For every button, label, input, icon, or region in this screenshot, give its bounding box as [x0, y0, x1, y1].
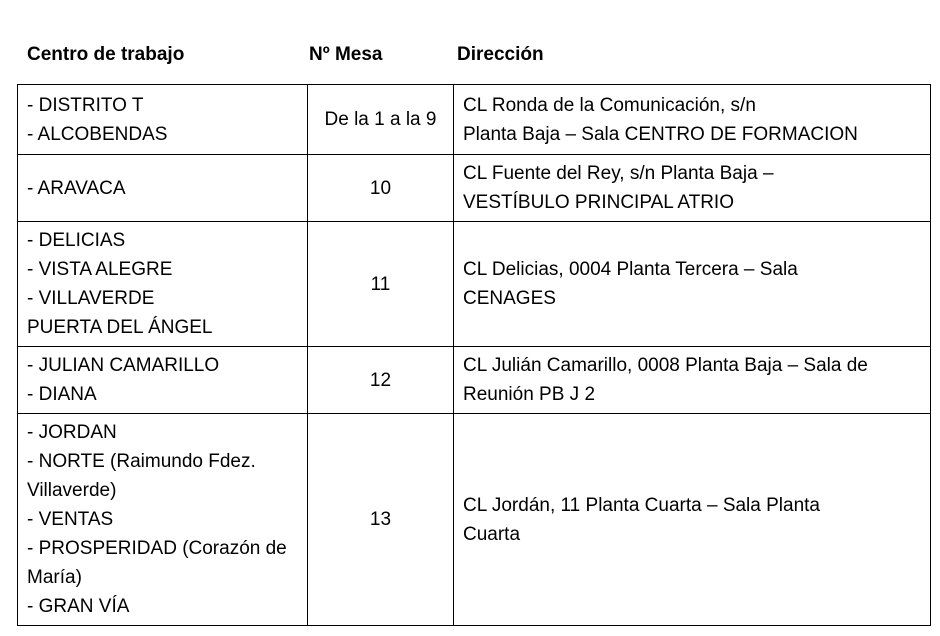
direccion-line: CL Ronda de la Comunicación, s/n: [463, 94, 756, 116]
centro-cell: [18, 347, 308, 414]
table-row: [18, 414, 931, 626]
centro-item: - JORDAN: [27, 422, 117, 443]
direccion-line: Reunión PB J 2: [463, 384, 596, 405]
centro-cell: [18, 155, 308, 222]
centro-cell: [18, 414, 308, 626]
centro-item: - NORTE (Raimundo Fdez. Villaverde): [27, 451, 256, 501]
direccion-line: CENAGES: [463, 288, 556, 309]
direccion-line: CL Delicias, 0004 Planta Tercera – Sala: [463, 259, 798, 280]
centro-item: - DISTRITO T: [27, 94, 144, 116]
centro-cell: [18, 85, 308, 155]
direccion-line: CL Jordán, 11 Planta Cuarta – Sala Planta: [463, 494, 821, 516]
direccion-line: CL Fuente del Rey, s/n Planta Baja –: [463, 163, 774, 184]
mesas-table: [17, 84, 931, 626]
table-row: [18, 222, 931, 347]
direccion-cell: [454, 155, 931, 222]
header-numero-mesa: Nº Mesa: [309, 44, 383, 65]
direccion-line: CL Julián Camarillo, 0008 Planta Baja – Sala de: [463, 355, 868, 376]
header-direccion: Dirección: [457, 44, 544, 65]
table-row: [18, 155, 931, 222]
table-row: [18, 347, 931, 414]
mesa-cell: 11: [308, 222, 454, 347]
mesa-cell: De la 1 a la 9: [308, 85, 454, 155]
mesa-cell: 12: [308, 347, 454, 414]
centro-item: - JULIAN CAMARILLO: [27, 355, 220, 376]
direccion-cell: [454, 222, 931, 347]
table-header: [0, 40, 940, 74]
direccion-line: Planta Baja – Sala CENTRO DE FORMACION: [463, 123, 858, 145]
centro-item: - PROSPERIDAD (Corazón de María): [27, 538, 287, 588]
direccion-cell: [454, 85, 931, 155]
centro-item: - VISTA ALEGRE: [27, 259, 173, 280]
centro-item: - DELICIAS: [27, 230, 126, 251]
centro-item: - ARAVACA: [27, 177, 126, 199]
centro-item: - VILLAVERDE: [27, 288, 155, 309]
direccion-line: Cuarta: [463, 523, 521, 545]
centro-cell: [18, 222, 308, 347]
table-row: [18, 85, 931, 155]
direccion-cell: [454, 414, 931, 626]
centro-item: - ALCOBENDAS: [27, 123, 168, 145]
mesa-cell: 10: [308, 155, 454, 222]
centro-item: PUERTA DEL ÁNGEL: [27, 317, 213, 338]
header-centro-de-trabajo: Centro de trabajo: [27, 44, 185, 65]
mesa-cell: 13: [308, 414, 454, 626]
direccion-cell: [454, 347, 931, 414]
centro-item: - DIANA: [27, 384, 97, 405]
direccion-line: VESTÍBULO PRINCIPAL ATRIO: [463, 192, 734, 213]
centro-item: - VENTAS: [27, 509, 114, 530]
centro-item: - GRAN VÍA: [27, 596, 130, 617]
